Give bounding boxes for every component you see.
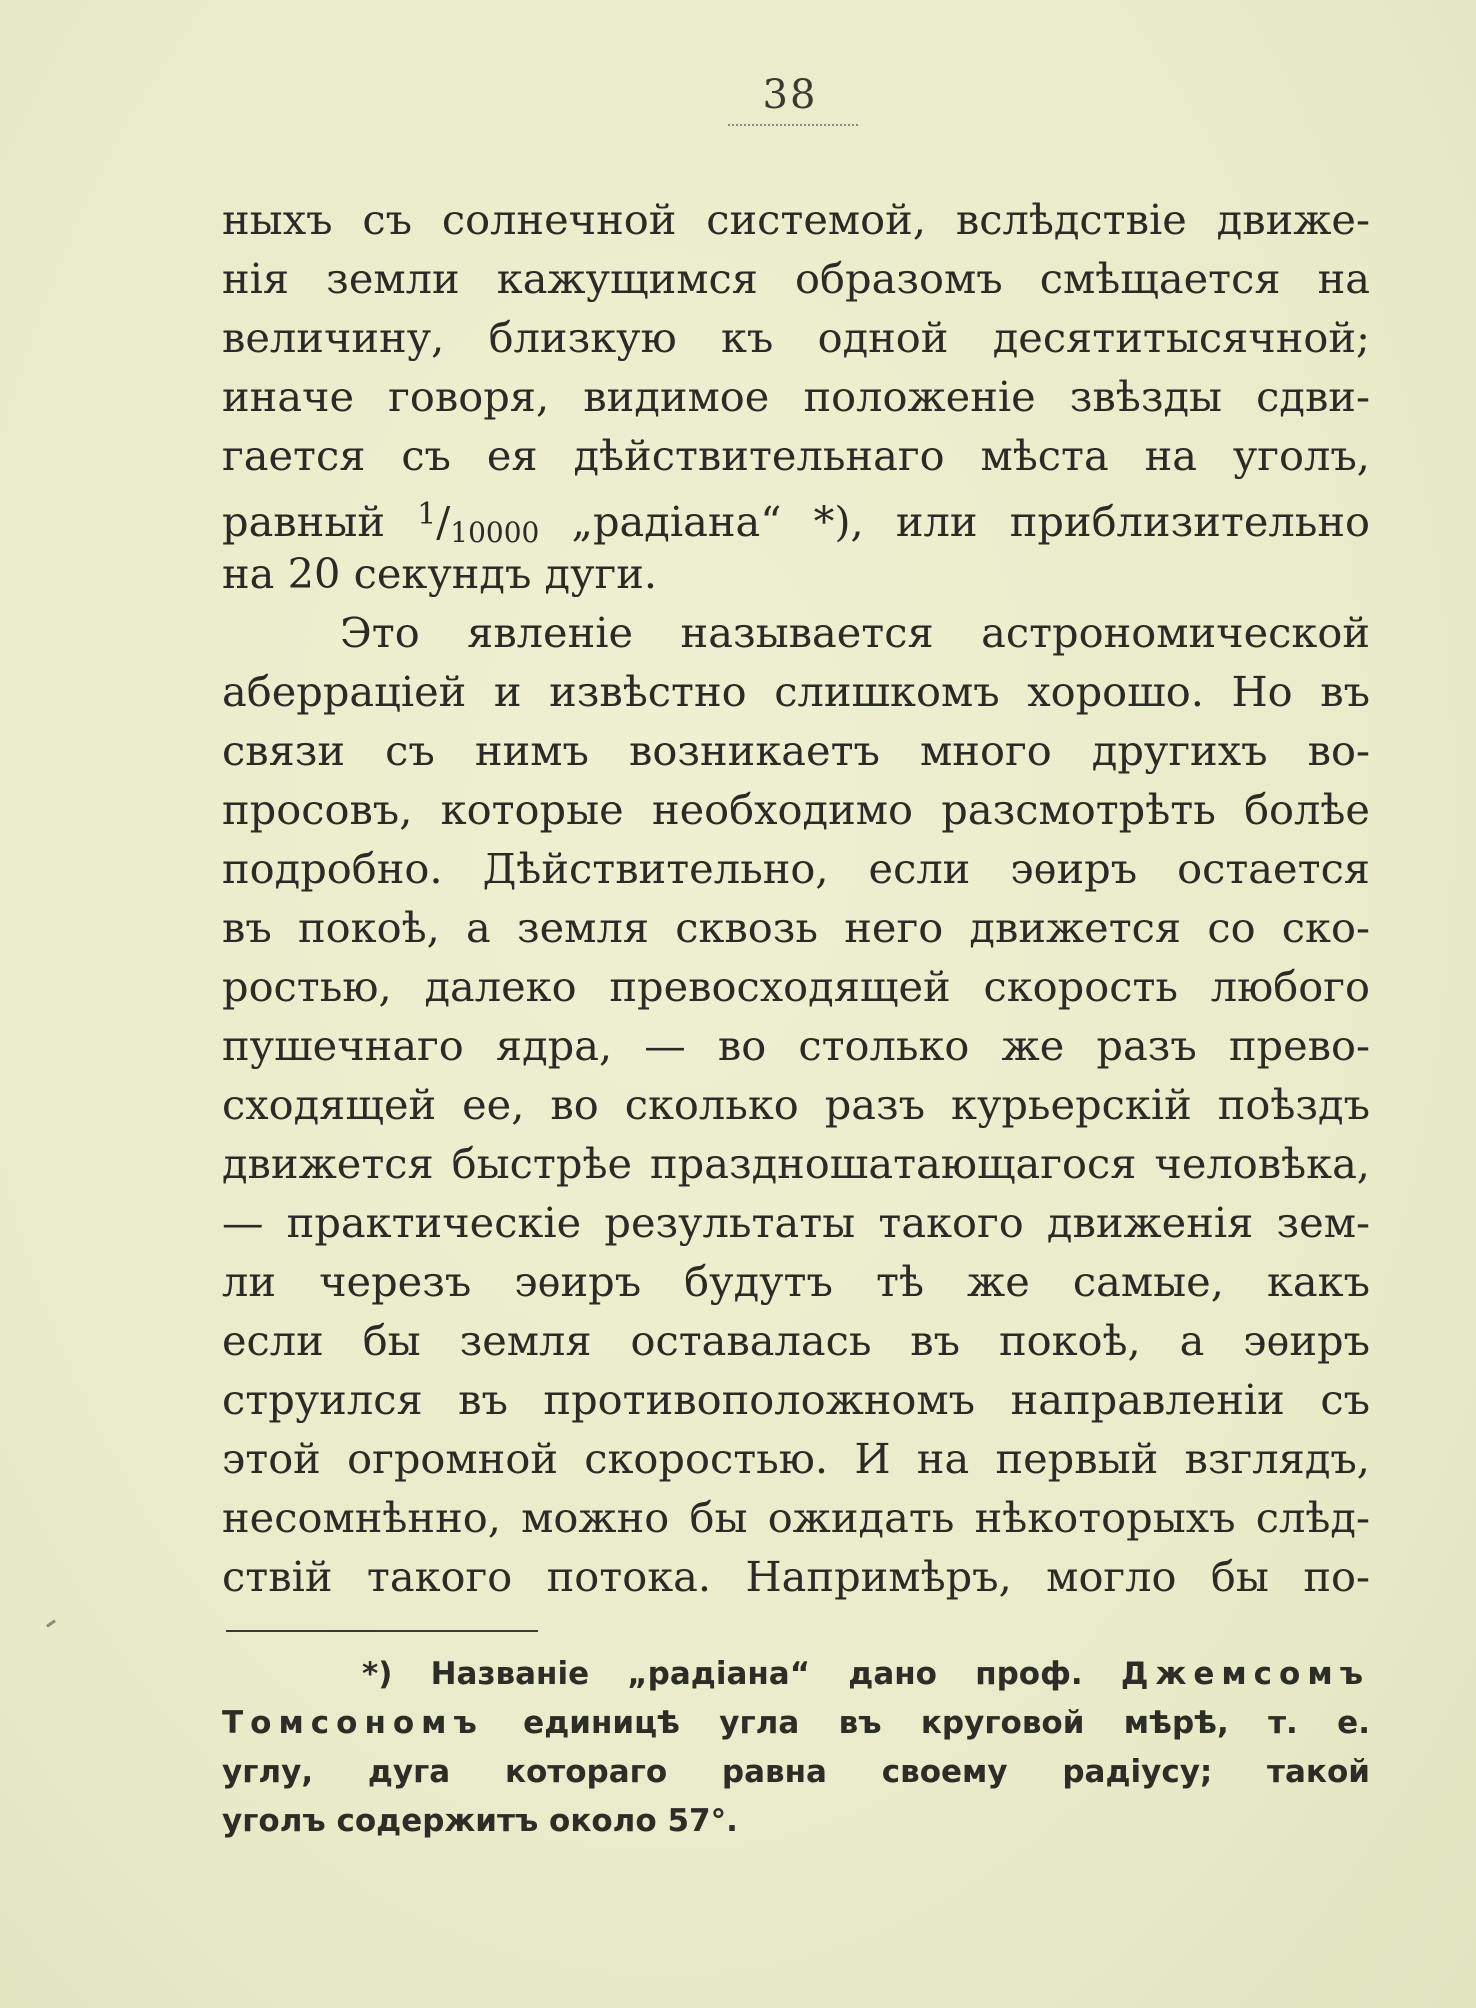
fraction-line-before: равный <box>222 497 418 546</box>
page-number: 38 <box>762 72 818 118</box>
footnote-marker: *) <box>362 1656 393 1692</box>
text-line: — практическіе результаты такого движенія зем- <box>222 1198 1370 1247</box>
text-line: величину, близкую къ одной десятитысячной; <box>222 313 1370 362</box>
text-line: ныхъ съ солнечной системой, вслѣдствіе движе- <box>222 195 1370 244</box>
margin-speck <box>46 1619 56 1627</box>
text-line: ствій такого потока. Напримѣръ, могло бы по- <box>222 1552 1370 1601</box>
footnote-name-tomsonom: Томсономъ <box>222 1705 484 1741</box>
text-line: нія земли кажущимся образомъ смѣщается на <box>222 254 1370 303</box>
footnote-line2-rest: единицѣ угла въ круговой мѣрѣ, т. е. <box>483 1705 1370 1741</box>
text-line: на 20 секундъ дуги. <box>222 549 658 598</box>
text-line: пушечнаго ядра, — во столько же разъ прево- <box>222 1021 1370 1070</box>
footnote-line1-start: Названіе „радіана“ дано проф. <box>430 1656 1121 1692</box>
text-line-paragraph-start: Это явленіе называется астрономической <box>340 608 1370 657</box>
footnote-rule <box>226 1630 538 1632</box>
text-line: несомнѣнно, можно бы ожидать нѣкоторыхъ слѣд- <box>222 1493 1370 1542</box>
footnote-name-jamesom: Джемсомъ <box>1120 1656 1370 1692</box>
text-line: ростью, далеко превосходящей скорость любого <box>222 962 1370 1011</box>
fraction-slash: / <box>436 497 451 546</box>
page-number-rule <box>728 124 858 126</box>
footnote-line <box>222 1699 1370 1748</box>
text-line: въ покоѣ, а земля сквозь него движется со ско- <box>222 903 1370 952</box>
text-line: связи съ нимъ возникаетъ много другихъ во- <box>222 726 1370 775</box>
text-line: иначе говоря, видимое положеніе звѣзды сдви- <box>222 372 1370 421</box>
body-text <box>222 190 1370 1606</box>
text-line: если бы земля оставалась въ покоѣ, а эѳиръ <box>222 1316 1370 1365</box>
text-line: этой огромной скоростью. И на первый взглядъ, <box>222 1434 1370 1483</box>
fraction-line-after: „радіана“ *), или приблизительно <box>539 497 1370 546</box>
footnote <box>222 1650 1370 1846</box>
text-line: сходящей ее, во сколько разъ курьерскій поѣздъ <box>222 1080 1370 1129</box>
text-line: движется быстрѣе праздношатающагося человѣка, <box>222 1139 1370 1188</box>
fraction-one-ten-thousandth <box>417 497 540 549</box>
footnote-line: углу, дуга котораго равна своему радіусу; такой <box>222 1754 1370 1790</box>
text-line: гается съ ея дѣйствительнаго мѣста на уголъ, <box>222 431 1370 480</box>
text-line: просовъ, которые необходимо разсмотрѣть болѣе <box>222 785 1370 834</box>
text-line: ли черезъ эѳиръ будутъ тѣ же самые, какъ <box>222 1257 1370 1306</box>
footnote-line <box>222 1650 1370 1699</box>
fraction-numerator: 1 <box>417 497 437 532</box>
footnote-line: уголъ содержитъ около 57°. <box>222 1803 738 1839</box>
text-line-with-fraction <box>222 485 1370 549</box>
text-line: струился въ противоположномъ направленіи съ <box>222 1375 1370 1424</box>
fraction-denominator: 10000 <box>450 516 540 549</box>
text-line: подробно. Дѣйствительно, если эѳиръ остается <box>222 844 1370 893</box>
text-line: аберраціей и извѣстно слишкомъ хорошо. Но въ <box>222 667 1370 716</box>
